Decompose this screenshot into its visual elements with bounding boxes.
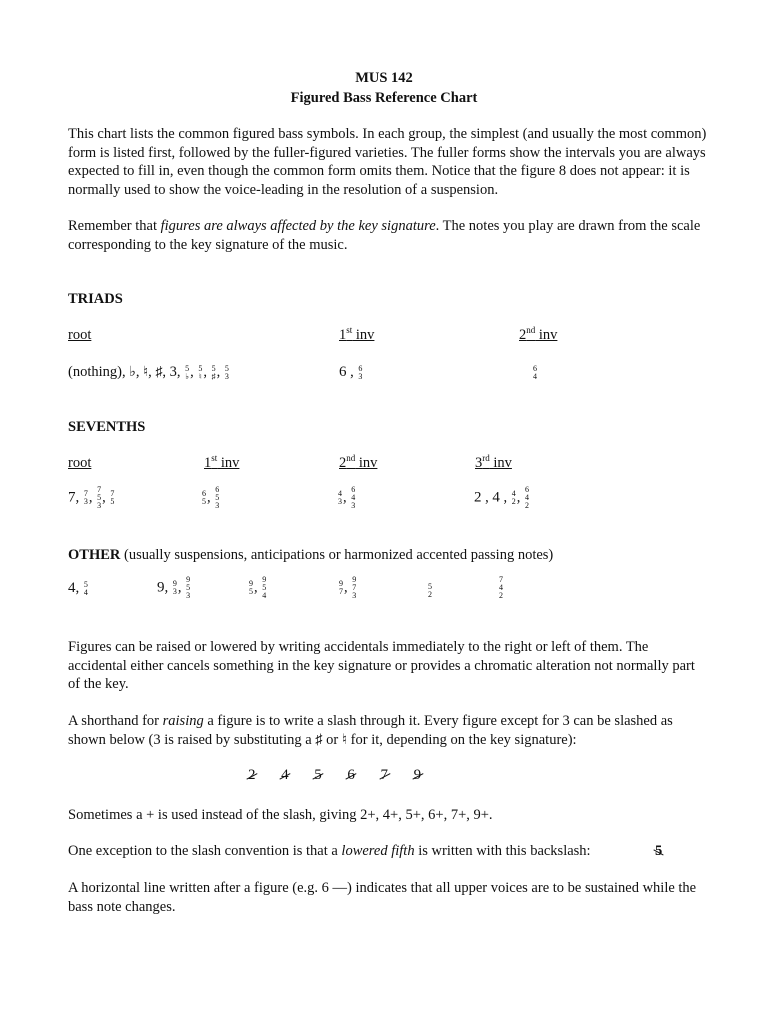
figure-stack: 9 7 <box>339 579 343 596</box>
other-heading: OTHER <box>68 547 121 563</box>
figure-stack: 5 ♭ <box>185 363 190 381</box>
figure-stack: 7 5 3 <box>97 485 102 510</box>
slashed-figure: 4 <box>281 767 289 783</box>
slashed-figure: 5 <box>314 767 322 783</box>
other-heading-line: OTHER (usually suspensions, anticipations or harmonized accented passing notes) <box>68 547 554 563</box>
slashed-figure: 7 <box>380 767 388 783</box>
figure-stack: 4 2 <box>511 489 516 506</box>
sevenths-inv2-figures: 4 3 , 6 4 3 <box>338 485 356 510</box>
other-954-figures: 9 5 , 9 5 4 <box>249 575 267 600</box>
figure-stack: 7 5 <box>110 489 115 506</box>
figure-stack: 5 ♮ <box>198 363 203 381</box>
figure-stack: 9 5 4 <box>262 575 267 600</box>
triads-inv2-label: 2nd inv <box>519 325 558 343</box>
figure-stack: 9 7 3 <box>352 575 357 600</box>
slash-paragraph: A shorthand for raising a figure is to write a slash through it. Every figure except for 3 can be slashed as shown below (3 is raised by substituting a ♯ or ♮ for it, depending on the key signature): <box>68 713 673 748</box>
flat-sign: ♭ <box>129 365 136 380</box>
slashed-figures-row <box>248 767 443 784</box>
figure-stack: 6 4 3 <box>351 485 356 510</box>
key-signature-emphasis: figures are always affected by the key signature <box>160 218 436 234</box>
figure-stack: 4 3 <box>338 489 342 506</box>
intro-paragraph: This chart lists the common figured bass symbols. In each group, the simplest (and usually the most common) form is listed first, followed by the fuller-figured varieties. The fuller forms show the intervals you are always expected to fill in, even though the common form omits them. Notice that the figure 8 does not appear: it is normally used to show the voice-leading in the resolution of a suspension. <box>68 126 707 198</box>
other-973-figures: 9 7 , 9 7 3 <box>339 575 357 600</box>
backslashed-five: 5 <box>655 843 663 859</box>
figure-stack: 6 4 2 <box>525 485 529 510</box>
triads-heading: TRIADS <box>68 291 123 307</box>
figure-stack: 9 5 <box>249 579 253 596</box>
lowered-fifth-emphasis: lowered fifth <box>341 843 415 859</box>
backslash-paragraph: One exception to the slash convention is that a lowered fifth is written with this backslash: <box>68 843 591 859</box>
sharp-sign: ♯ <box>155 365 163 380</box>
sevenths-inv1-figures: 6 5 , 6 5 3 <box>202 485 220 510</box>
other-nine-figures: 9, 9 3 , 9 5 3 <box>157 575 191 600</box>
sevenths-heading: SEVENTHS <box>68 419 146 435</box>
other-52-figure <box>427 582 433 599</box>
slashed-figure: 9 <box>413 767 422 783</box>
sevenths-inv3-label: 3rd inv <box>475 453 512 471</box>
sevenths-root-label: root <box>68 455 92 471</box>
figure-stack: 7 3 <box>83 489 88 506</box>
figure-stack: 6 3 <box>358 363 363 381</box>
course-code: MUS 142 <box>355 70 413 86</box>
figure-stack: 5 ♯ <box>211 363 216 381</box>
other-742-figure <box>498 576 504 600</box>
triads-inv2-figures <box>532 364 538 381</box>
sevenths-inv1-label: 1st inv <box>204 453 240 471</box>
page-title: Figured Bass Reference Chart <box>290 90 478 106</box>
triads-root-figures: (nothing), ♭, ♮, ♯, 3, 5 ♭ , 5 ♮ , 5 ♯ , 5 3 <box>68 363 229 381</box>
figure-stack: 5 3 <box>224 363 229 381</box>
sevenths-root-figures: 7, 7 3 , 7 5 3 , 7 5 <box>68 485 115 510</box>
key-signature-paragraph: Remember that figures are always affected by the key signature. The notes you play are drawn from the scale corresponding to the key signature of the music. <box>68 218 701 253</box>
raising-emphasis: raising <box>162 713 204 729</box>
slashed-figure: 2 <box>248 767 256 783</box>
figure-stack: 6 4 <box>533 363 537 381</box>
plus-paragraph: Sometimes a + is used instead of the slash, giving 2+, 4+, 5+, 6+, 7+, 9+. <box>68 807 493 823</box>
figure-stack: 9 3 <box>172 579 177 596</box>
triads-inv1-label: 1st inv <box>339 325 375 343</box>
other-four-figures: 4, 5 4 <box>68 579 88 597</box>
figure-stack: 6 5 3 <box>215 485 220 510</box>
sevenths-inv2-label: 2nd inv <box>339 453 378 471</box>
triads-root-label: root <box>68 327 92 343</box>
triads-inv1-figures: 6 , 6 3 <box>339 363 363 381</box>
horizontal-line-paragraph: A horizontal line written after a figure (e.g. 6 —) indicates that all upper voices are to be sustained while the bass note changes. <box>68 880 697 915</box>
natural-sign: ♮ <box>143 365 149 380</box>
slashed-figure: 6 <box>347 767 355 783</box>
figure-stack: 5 2 <box>428 581 432 599</box>
figure-stack: 9 5 3 <box>186 575 191 600</box>
figure-stack: 6 5 <box>202 489 206 506</box>
accidentals-paragraph: Figures can be raised or lowered by writing accidentals immediately to the right or left of them. The accidental either cancels something in the key signature or provides a chromatic alteration not normally part of the key. <box>68 639 695 692</box>
figure-stack: 5 4 <box>83 579 88 597</box>
figure-stack: 7 4 2 <box>499 575 503 600</box>
sevenths-inv3-figures: 2 , 4 , 4 2 , 6 4 2 <box>474 485 529 510</box>
